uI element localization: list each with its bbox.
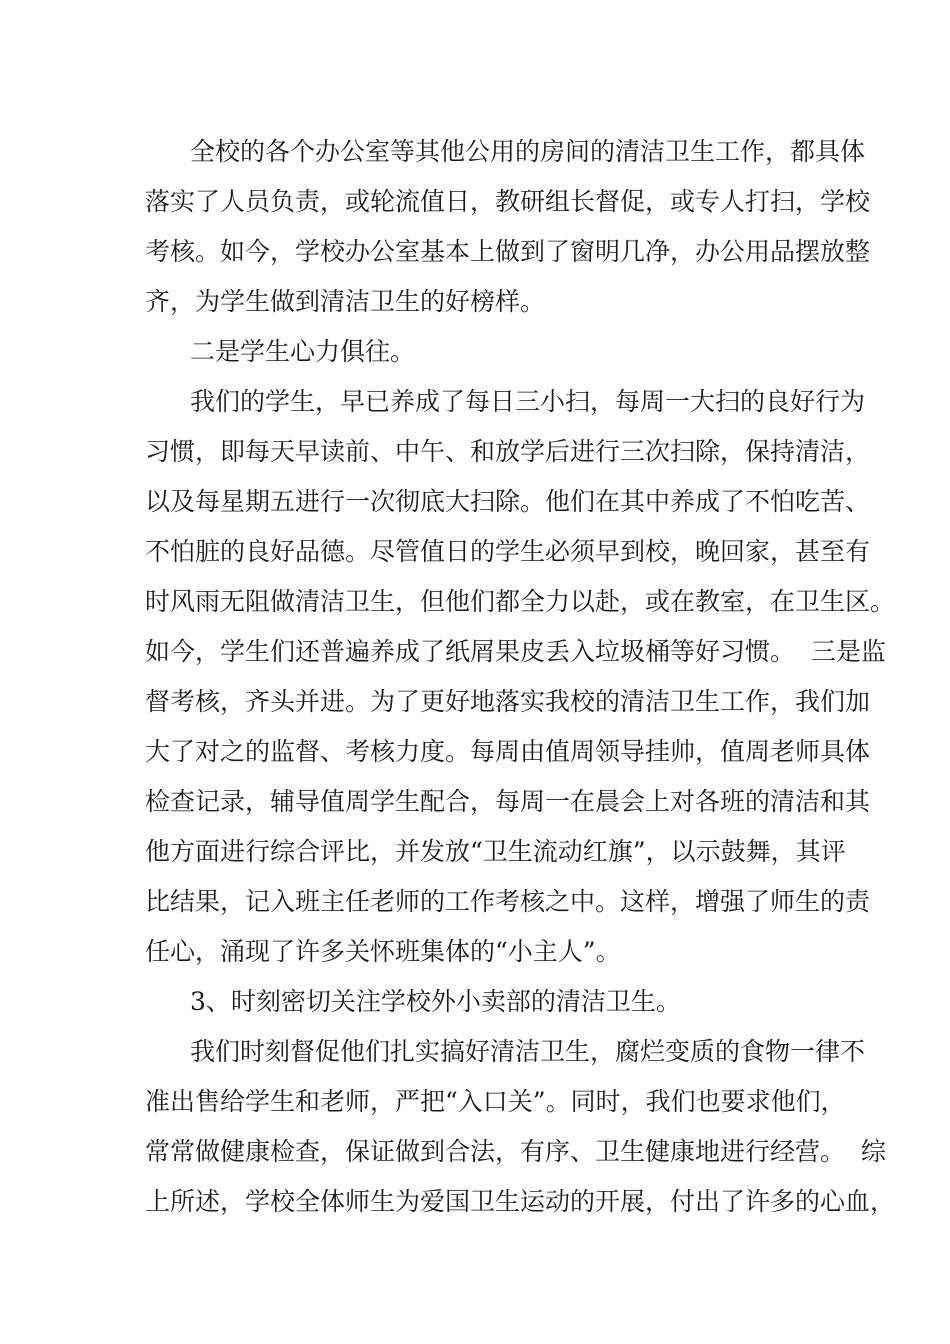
text-line: 考核。如今，学校办公室基本上做到了窗明几净，办公用品摆放整 — [145, 237, 871, 266]
text-line: 大了对之的监督、考核力度。每周由值周领导挂帅，值周老师具体 — [145, 737, 871, 766]
text-line: 齐，为学生做到清洁卫生的好榜样。 — [145, 287, 546, 316]
text-line: 准出售给学生和老师，严把“入口关”。同时，我们也要求他们， — [145, 1087, 846, 1116]
text-line: 上所述，学校全体师生为爱国卫生运动的开展，付出了许多的心血， — [145, 1187, 896, 1216]
text-line: 他方面进行综合评比，并发放“卫生流动红旗”，以示鼓舞，其评 — [145, 837, 846, 866]
text-line: 任心，涌现了许多关怀班集体的“小主人”。 — [145, 937, 621, 966]
text-line: 落实了人员负责，或轮流值日，教研组长督促，或专人打扫，学校 — [145, 187, 871, 216]
text-line: 不怕脏的良好品德。尽管值日的学生必须早到校，晚回家，甚至有 — [145, 537, 871, 566]
text-line: 二是学生心力俱往。 — [190, 337, 416, 366]
text-line: 检查记录，辅导值周学生配合，每周一在晨会上对各班的清洁和其 — [145, 787, 871, 816]
text-line: 督考核，齐头并进。为了更好地落实我校的清洁卫生工作，我们加 — [145, 687, 871, 716]
text-line: 常常做健康检查，保证做到合法，有序、卫生健康地进行经营。 综 — [145, 1137, 886, 1166]
text-line: 我们时刻督促他们扎实搞好清洁卫生，腐烂变质的食物一律不 — [190, 1037, 866, 1066]
text-line: 比结果，记入班主任老师的工作考核之中。这样，增强了师生的责 — [145, 887, 871, 916]
text-line: 如今，学生们还普遍养成了纸屑果皮丢入垃圾桶等好习惯。 三是监 — [145, 637, 886, 666]
text-line: 我们的学生，早已养成了每日三小扫，每周一大扫的良好行为 — [190, 387, 866, 416]
text-line: 以及每星期五进行一次彻底大扫除。他们在其中养成了不怕吃苦、 — [145, 487, 871, 516]
text-line: 全校的各个办公室等其他公用的房间的清洁卫生工作，都具体 — [190, 137, 866, 166]
text-line: 3、时刻密切关注学校外小卖部的清洁卫生。 — [190, 987, 681, 1016]
text-line: 时风雨无阻做清洁卫生，但他们都全力以赴，或在教室，在卫生区。 — [145, 587, 896, 616]
text-line: 习惯，即每天早读前、中午、和放学后进行三次扫除，保持清洁， — [145, 437, 871, 466]
